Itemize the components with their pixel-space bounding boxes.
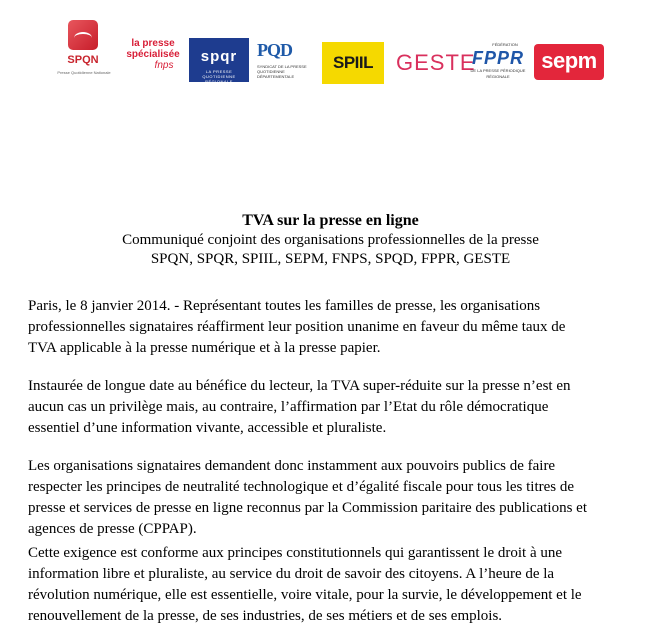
pqd-logo-name: PQD xyxy=(257,40,292,60)
paragraph-line: essentiel d’une information vivante, accessible et pluraliste. xyxy=(28,420,387,436)
paragraph-3 xyxy=(28,456,648,540)
paragraph-line: TVA applicable à la presse numérique et à la presse papier. xyxy=(28,340,381,356)
spiil-logo-name: SPIIL xyxy=(332,53,373,72)
spqn-logo xyxy=(52,14,120,80)
sepm-logo xyxy=(534,44,604,80)
presse-specialisee-line3: fnps xyxy=(154,60,174,71)
spqr-logo xyxy=(189,38,249,82)
presse-specialisee-line1: la presse xyxy=(131,38,175,49)
spqr-logo-name: spqr xyxy=(200,48,238,65)
paragraph-line: révolution numérique, elle est essentielle, voire vitale, pour la survie, le développement et le xyxy=(28,587,582,603)
paragraph-line: presse et services de presse en ligne reconnus par la Commission paritaire des publications et xyxy=(28,500,587,516)
sepm-logo-name: sepm xyxy=(541,48,597,73)
pqd-logo-sub: SYNDICAT DE LA PRESSE QUOTIDIENNE DÉPARTEMENTALE xyxy=(257,64,307,79)
fppr-logo-sub: DE LA PRESSE PÉRIODIQUE RÉGIONALE xyxy=(470,68,526,79)
logo-bar xyxy=(0,0,661,110)
presse-specialisee-line2: spécialisée xyxy=(126,49,180,60)
paragraph-line: professionnelles signataires réaffirment leur position unanime en faveur du même taux de xyxy=(28,319,566,335)
paragraph-line: renouvellement de la presse, de ses industries, de ses métiers et de ses emplois. xyxy=(28,608,503,624)
geste-logo xyxy=(396,42,476,84)
fppr-logo xyxy=(466,42,530,84)
document-organisations: SPQN, SPQR, SPIIL, SEPM, FNPS, SPQD, FPPR, GESTE xyxy=(150,251,511,267)
paragraph-line: Les organisations signataires demandent donc instamment aux pouvoirs publics de faire xyxy=(28,458,556,474)
spqn-logo-name: SPQN xyxy=(67,54,99,66)
presse-specialisee-logo xyxy=(122,38,184,84)
document-title: TVA sur la presse en ligne xyxy=(242,212,419,229)
geste-logo-name: GESTE xyxy=(396,50,476,75)
paragraph-line: Cette exigence est conforme aux principes constitutionnels qui garantissent le droit à une xyxy=(28,545,563,561)
document-subtitle: Communiqué conjoint des organisations professionnelles de la presse xyxy=(122,232,539,248)
paragraph-line: aucun cas un privilège mais, au contraire, l’affirmation par l’Etat du rôle démocratique xyxy=(28,399,549,415)
paragraph-line: information libre et pluraliste, au service du droit de savoir des citoyens. A l’heure de la xyxy=(28,566,555,582)
paragraph-line: Instaurée de longue date au bénéfice du lecteur, la TVA super-réduite sur la presse n’est en xyxy=(28,378,571,394)
paragraph-line: Paris, le 8 janvier 2014. - Représentant toutes les familles de presse, les organisations xyxy=(28,298,541,314)
paragraph-1 xyxy=(28,296,648,359)
paragraph-4 xyxy=(28,543,648,627)
pqd-logo xyxy=(255,40,315,82)
fppr-logo-federation: FÉDÉRATION xyxy=(492,42,518,47)
spqn-logo-sub: Presse Quotidienne Nationale xyxy=(57,70,111,75)
spqn-emblem-icon xyxy=(68,20,98,50)
fppr-logo-name: FPPR xyxy=(471,48,524,68)
paragraph-line: respecter les principes de neutralité technologique et d’égalité fiscale pour tous les titres de xyxy=(28,479,575,495)
paragraph-line: agences de presse (CPPAP). xyxy=(28,521,197,537)
spqr-logo-sub: LA PRESSE QUOTIDIENNE RÉGIONALE xyxy=(202,69,236,84)
paragraph-2 xyxy=(28,376,648,439)
spiil-logo xyxy=(322,42,384,84)
